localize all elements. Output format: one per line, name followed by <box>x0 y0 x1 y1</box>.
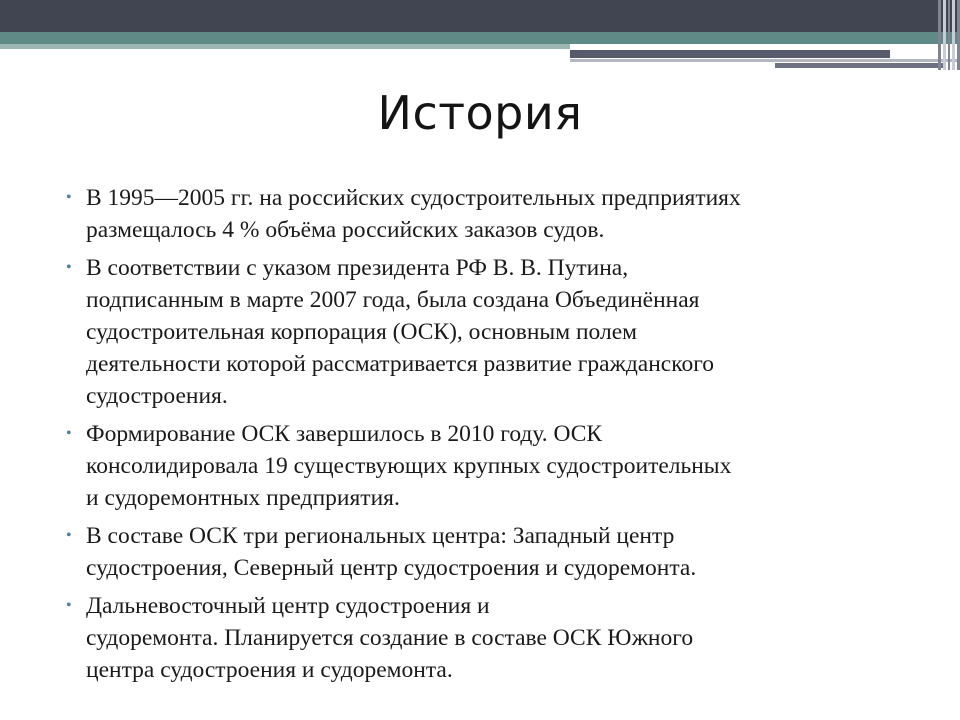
header-accent-bar <box>570 50 890 58</box>
bullet-text-line: подписанным в марте 2007 года, была создана Объединённая <box>86 287 700 313</box>
bullet-text-line: консолидировала 19 существующих крупных судостроительных <box>86 453 732 479</box>
bullet-dot-icon: • <box>66 597 72 614</box>
header-teal-light-band <box>0 44 570 49</box>
bullet-text-line: судостроительная корпорация (ОСК), основным полем <box>86 319 637 345</box>
slide-title: История <box>377 86 583 140</box>
bullet-text-line: центра судостроения и судоремонта. <box>86 657 453 683</box>
bullet-text-line: Дальневосточный центр судостроения и <box>86 593 490 619</box>
bullet-text-line: В 1995—2005 гг. на российских судостроительных предприятиях <box>86 185 741 211</box>
bullet-text-line: деятельности которой рассматривается развитие гражданского <box>86 351 715 377</box>
bullet-text-line: судоремонта. Планируется создание в составе ОСК Южного <box>86 625 694 651</box>
bullet-text-line: судостроения. <box>86 383 228 409</box>
bullet-text-line: В составе ОСК три региональных центра: Западный центр <box>86 523 675 549</box>
bullet-item <box>58 418 908 514</box>
bullet-dot-icon: • <box>66 527 72 544</box>
header-accent-bar-thin <box>570 59 960 62</box>
bullet-text-line: Формирование ОСК завершилось в 2010 году. ОСК <box>86 421 603 447</box>
bullet-item <box>58 520 908 584</box>
bullet-text-line: В соответствии с указом президента РФ В. В. Путина, <box>86 255 629 281</box>
header-teal-band <box>0 32 960 44</box>
bullet-text-line: судостроения, Северный центр судостроения и судоремонта. <box>86 555 697 581</box>
bullet-item <box>58 252 908 412</box>
bullet-text-line: и судоремонтных предприятия. <box>86 485 400 511</box>
header-stripes <box>938 0 960 70</box>
header-dark-band <box>0 0 960 32</box>
bullet-dot-icon: • <box>66 189 72 206</box>
bullet-dot-icon: • <box>66 425 72 442</box>
bullet-text-line: размещалось 4 % объёма российских заказов судов. <box>86 217 605 243</box>
bullet-item <box>58 590 908 686</box>
header-accent-bar-short <box>775 63 943 68</box>
bullet-item <box>58 182 908 246</box>
bullet-dot-icon: • <box>66 259 72 276</box>
bullet-list <box>58 182 908 692</box>
